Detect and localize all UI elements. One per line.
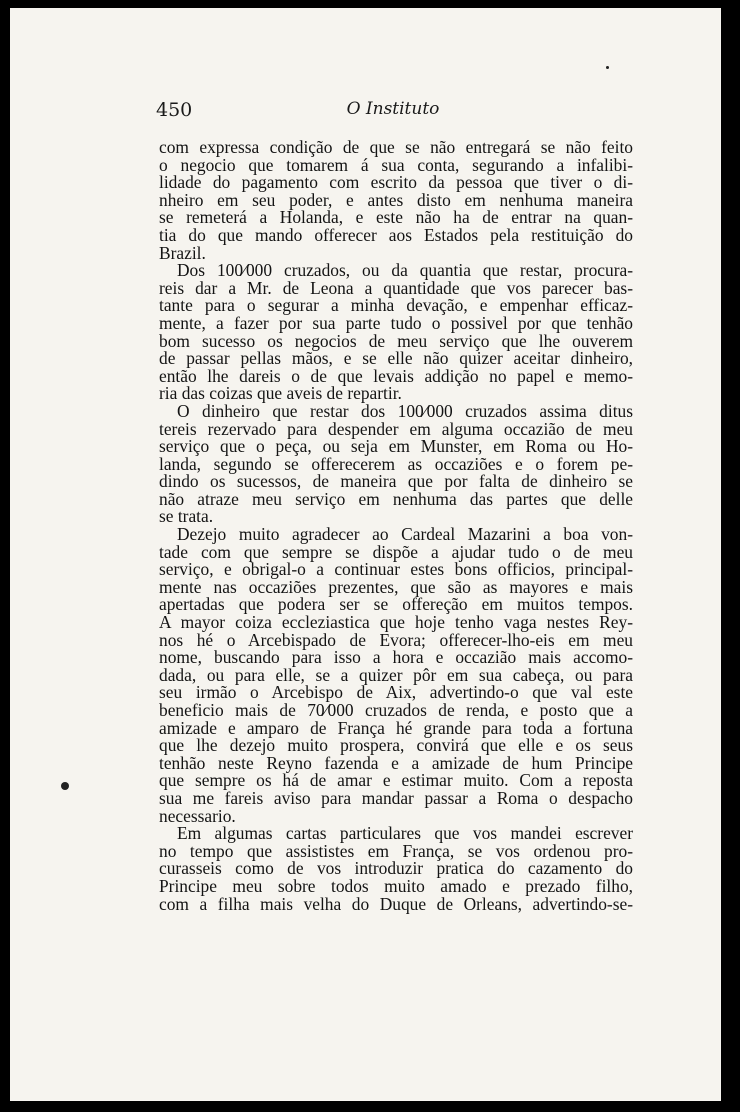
- text-line: nheiro em seu poder, e antes disto em nenhuma maneira: [159, 189, 633, 210]
- text-line: mente, a fazer por sua parte tudo o possivel por que tenhão: [159, 312, 633, 333]
- text-line: que sempre os há de amar e estimar muito. Com a reposta: [159, 770, 633, 791]
- text-line: de passar pellas mãos, e se elle não quizer aceitar dinheiro,: [159, 348, 633, 369]
- text-line: apertadas que podera ser se offereção em muitos tempos.: [159, 594, 633, 615]
- text-line: se remeterá a Holanda, e este não ha de entrar na quan-: [159, 207, 633, 228]
- text-line: tereis rezervado para despender em alguma occazião de meu: [159, 418, 633, 439]
- body-text: [159, 139, 633, 913]
- text-line: se trata.: [159, 506, 214, 527]
- text-line: com a filha mais velha do Duque de Orleans, advertindo-se-: [159, 893, 633, 914]
- text-line: seu irmão o Arcebispo de Aix, advertindo-o que val este: [159, 682, 633, 703]
- book-page: [10, 8, 721, 1101]
- text-line: reis dar a Mr. de Leona a quantidade que vos parecer bas-: [159, 277, 633, 298]
- text-line: bom sucesso os negocios de meu serviço que lhe ouverem: [159, 330, 633, 351]
- text-line: não atraze meu serviço em nenhuma das partes que delle: [159, 488, 633, 509]
- text-line: O dinheiro que restar dos 100⁄000 cruzados assima ditus: [177, 400, 633, 421]
- text-line: nome, buscando para isso a hora e occazião mais accomo-: [159, 647, 633, 668]
- text-line: landa, segundo se offerecerem as occaziões e o forem pe-: [159, 453, 633, 474]
- text-line: ria das coizas que aveis de repartir.: [159, 383, 402, 404]
- text-line: que lhe dezejo muito prospera, convirá que elle e os seus: [159, 735, 633, 756]
- text-line: Brazil.: [159, 242, 206, 263]
- text-line: Principe meu sobre todos muito amado e prezado filho,: [159, 875, 633, 896]
- paragraph: [159, 526, 633, 825]
- text-line: sua me fareis aviso para mandar passar a Roma o despacho: [159, 787, 633, 808]
- text-line: Em algumas cartas particulares que vos mandei escrever: [177, 823, 633, 844]
- text-line: necessario.: [159, 805, 236, 826]
- text-line: tia do que mando offerecer aos Estados pela restituição do: [159, 224, 633, 245]
- paragraph: [159, 139, 633, 262]
- text-line: com expressa condição de que se não entregará se não feito: [159, 137, 633, 157]
- page-header: [156, 97, 630, 123]
- paragraph: [159, 262, 633, 403]
- text-line: dindo os sucessos, de maneira que por falta de dinheiro se: [159, 471, 633, 492]
- text-line: nos hé o Arcebispado de Evora; offerecer-lho-eis em meu: [159, 629, 633, 650]
- text-line: então lhe dareis o de que levais addição no papel e memo-: [159, 365, 633, 386]
- text-line: no tempo que assististes em França, se vos ordenou pro-: [159, 840, 633, 861]
- text-line: serviço que o peça, ou seja em Munster, em Roma ou Ho-: [159, 436, 633, 457]
- scan-speck: [61, 782, 69, 790]
- text-line: A mayor coiza eccleziastica que hoje tenho vaga nestes Rey-: [159, 612, 633, 633]
- paragraph: [159, 825, 633, 913]
- paragraph: [159, 400, 633, 527]
- running-title: O Instituto: [346, 99, 440, 119]
- text-line: dada, ou para elle, se a quizer pôr em sua cabeça, ou para: [159, 664, 633, 685]
- page-number: 450: [156, 99, 193, 121]
- text-line: mente nas occaziões prezentes, que são as mayores e mais: [159, 576, 633, 597]
- text-line: serviço, e obrigal-o a continuar estes bons officios, principal-: [159, 559, 633, 580]
- text-line: curasseis como de vos introduzir pratica do cazamento do: [159, 858, 633, 879]
- text-line: tante para o segurar a minha devação, e empenhar efficaz-: [159, 295, 633, 316]
- text-line: lidade do pagamento com escrito da pessoa que tiver o di-: [159, 172, 633, 193]
- text-line: amizade e amparo de França hé grande para toda a fortuna: [159, 717, 633, 738]
- scan-speck: [606, 66, 609, 69]
- text-line: tenhão neste Reyno fazenda e a amizade de hum Principe: [159, 752, 633, 773]
- text-line: beneficio mais de 70⁄000 cruzados de renda, e posto que a: [159, 700, 633, 720]
- text-line: o negocio que tomarem á sua conta, segurando a infalibi-: [159, 154, 633, 175]
- text-line: Dezejo muito agradecer ao Cardeal Mazarini a boa von-: [177, 524, 633, 545]
- text-line: tade com que sempre se dispõe a ajudar tudo o de meu: [159, 541, 633, 562]
- text-line: Dos 100⁄000 cruzados, ou da quantia que restar, procura-: [177, 260, 633, 281]
